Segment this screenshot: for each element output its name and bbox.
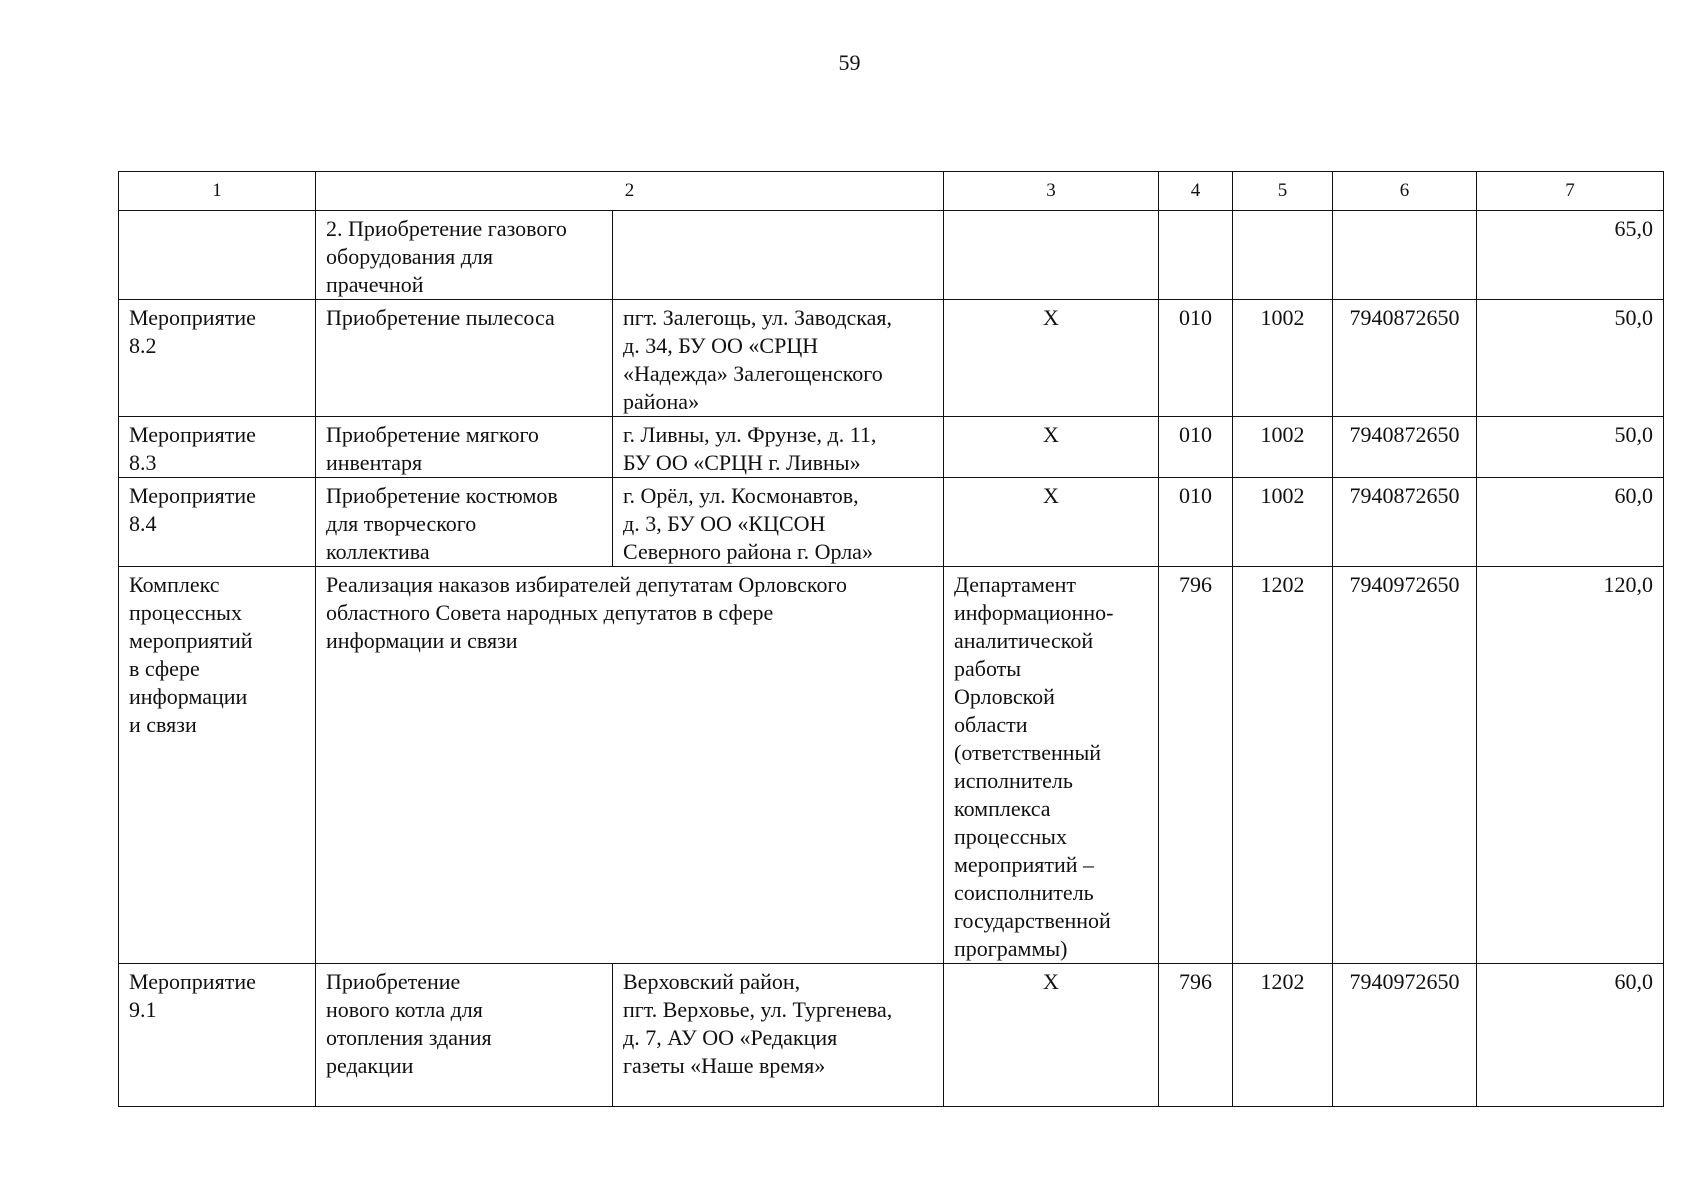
- table-cell: Приобретение пылесоса: [316, 300, 613, 417]
- table-cell: 60,0: [1477, 478, 1664, 567]
- header-cell: 2: [316, 172, 944, 211]
- table-cell: Мероприятие 8.2: [119, 300, 316, 417]
- table-cell: 010: [1159, 417, 1233, 478]
- table-cell: X: [944, 964, 1159, 1107]
- table-cell: 2. Приобретение газового оборудования для прачечной: [316, 211, 613, 300]
- table-cell: 796: [1159, 567, 1233, 964]
- table-cell: 7940872650: [1333, 417, 1477, 478]
- table-cell: 50,0: [1477, 417, 1664, 478]
- table-row: [119, 300, 1664, 417]
- table-cell: [613, 211, 944, 300]
- table-cell: X: [944, 417, 1159, 478]
- table-cell: 1202: [1233, 567, 1333, 964]
- header-cell: 5: [1233, 172, 1333, 211]
- table-cell: 60,0: [1477, 964, 1664, 1107]
- table-header-row: [119, 172, 1664, 211]
- header-cell: 7: [1477, 172, 1664, 211]
- budget-table: [118, 171, 1664, 1107]
- table-cell: Комплекс процессных мероприятий в сфере информации и связи: [119, 567, 316, 964]
- table-cell: 7940972650: [1333, 964, 1477, 1107]
- table-cell: [1159, 211, 1233, 300]
- table-cell: 010: [1159, 300, 1233, 417]
- table-row: [119, 567, 1664, 964]
- header-cell: 3: [944, 172, 1159, 211]
- table-cell: 7940872650: [1333, 478, 1477, 567]
- table-cell: 65,0: [1477, 211, 1664, 300]
- header-cell: 6: [1333, 172, 1477, 211]
- table-cell: 796: [1159, 964, 1233, 1107]
- header-cell: 4: [1159, 172, 1233, 211]
- table-row: [119, 964, 1664, 1107]
- table-cell: 7940972650: [1333, 567, 1477, 964]
- table-cell: пгт. Залегощь, ул. Заводская, д. 34, БУ ОО «СРЦН «Надежда» Залегощенского района»: [613, 300, 944, 417]
- table-cell: 1002: [1233, 478, 1333, 567]
- table-cell: [944, 211, 1159, 300]
- table-cell: [1233, 211, 1333, 300]
- table-cell: 1002: [1233, 300, 1333, 417]
- table-cell: Приобретение нового котла для отопления здания редакции: [316, 964, 613, 1107]
- table-cell: 50,0: [1477, 300, 1664, 417]
- table-cell: Департамент информационно- аналитической работы Орловской области (ответственный исполнитель комплекса процессных мероприятий – соисполнитель государственной программы): [944, 567, 1159, 964]
- table-cell: Приобретение мягкого инвентаря: [316, 417, 613, 478]
- table-cell: 7940872650: [1333, 300, 1477, 417]
- table-row: [119, 211, 1664, 300]
- table-cell: X: [944, 478, 1159, 567]
- header-cell: 1: [119, 172, 316, 211]
- table-cell: 010: [1159, 478, 1233, 567]
- page-number: 59: [838, 50, 861, 75]
- table-cell: [1333, 211, 1477, 300]
- table-cell: Верховский район, пгт. Верховье, ул. Тургенева, д. 7, АУ ОО «Редакция газеты «Наше время»: [613, 964, 944, 1107]
- table-cell: Мероприятие 8.3: [119, 417, 316, 478]
- table-cell: Мероприятие 9.1: [119, 964, 316, 1107]
- table-cell: Реализация наказов избирателей депутатам Орловского областного Совета народных депутатов в сфере информации и связи: [316, 567, 944, 964]
- table-cell: г. Ливны, ул. Фрунзе, д. 11, БУ ОО «СРЦН г. Ливны»: [613, 417, 944, 478]
- table-cell: Мероприятие 8.4: [119, 478, 316, 567]
- table-cell: 1002: [1233, 417, 1333, 478]
- table-cell: X: [944, 300, 1159, 417]
- table-cell: г. Орёл, ул. Космонавтов, д. 3, БУ ОО «КЦСОН Северного района г. Орла»: [613, 478, 944, 567]
- table-cell: 120,0: [1477, 567, 1664, 964]
- table-cell: 1202: [1233, 964, 1333, 1107]
- table-cell: [119, 211, 316, 300]
- table-row: [119, 478, 1664, 567]
- table-row: [119, 417, 1664, 478]
- table-cell: Приобретение костюмов для творческого коллектива: [316, 478, 613, 567]
